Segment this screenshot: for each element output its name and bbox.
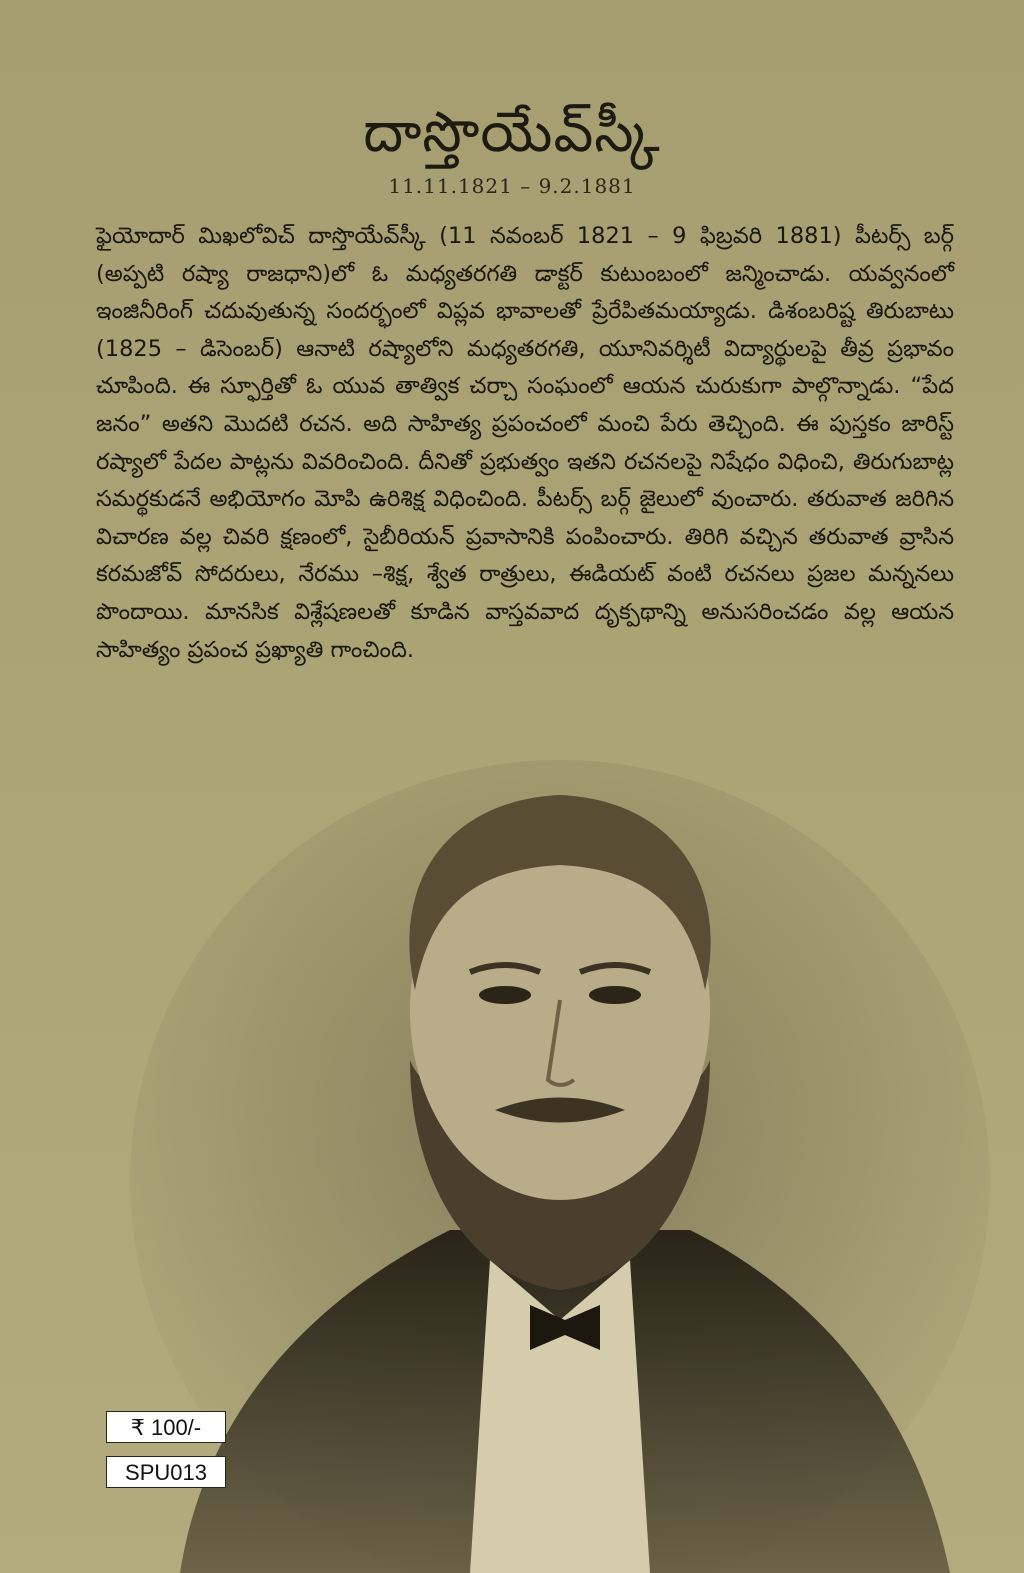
author-life-dates: 11.11.1821 – 9.2.1881	[388, 174, 636, 198]
author-title: దాస్తొయేవ్‌స్కీ	[363, 100, 661, 165]
price-label: ₹ 100/-	[106, 1411, 226, 1443]
author-portrait-image	[90, 760, 1024, 1573]
author-biography: ఫైయోదార్ మిఖలోవిచ్ దాస్తొయేవ్‌స్కీ (11 నవంబర్ 1821 – 9 ఫిబ్రవరి 1881) పీటర్స్ బర్గ్ (అప్పటి రష్యా రాజధాని)లో ఓ మధ్యతరగతి డాక్టర్ కుటుంబంలో జన్మించాడు. యవ్వనంలో ఇంజినీరింగ్ చదువుతున్న సందర్భంలో విప్లవ భావాలతో ప్రేరేపితమయ్యాడు. డిశంబరిష్ట తిరుబాటు (1825 – డిసెంబర్) ఆనాటి రష్యాలోని మధ్యతరగతి, యూనివర్శిటీ విద్యార్థులపై తీవ్ర ప్రభావం చూపింది. ఈ స్ఫూర్తితో ఓ యువ తాత్విక చర్చా సంఘంలో ఆయన చురుకుగా పాల్గొన్నాడు. “పేద జనం” అతని మొదటి రచన. అది సాహిత్య ప్రపంచంలో మంచి పేరు తెచ్చింది. ఈ పుస్తకం జారిస్ట్ రష్యాలో పేదల పాట్లను వివరించింది. దీనితో ప్రభుత్వం ఇతని రచనలపై నిషేధం విధించి, తిరుగుబాట్ల సమర్థకుడనే అభియోగం మోపి ఉరిశిక్ష విధించింది. పీటర్స్ బర్గ్ జైలులో వుంచారు. తరువాత జరిగిన విచారణ వల్ల చివరి క్షణంలో, సైబీరియన్ ప్రవాసానికి పంపించారు. తిరిగి వచ్చిన తరువాత వ్రాసిన కరమజోవ్ సోదరులు, నేరము –శిక్ష, శ్వేత రాత్రులు, ఈడియట్ వంటి రచనలు ప్రజల మన్ననలు పొందాయి. మానసిక విశ్లేషణలతో కూడిన వాస్తవవాద దృక్పథాన్ని అనుసరించడం వల్ల ఆయన సాహిత్యం ప్రపంచ ప్రఖ్యాతి గాంచింది.	[96, 223, 954, 663]
catalog-code-label: SPU013	[106, 1456, 226, 1488]
